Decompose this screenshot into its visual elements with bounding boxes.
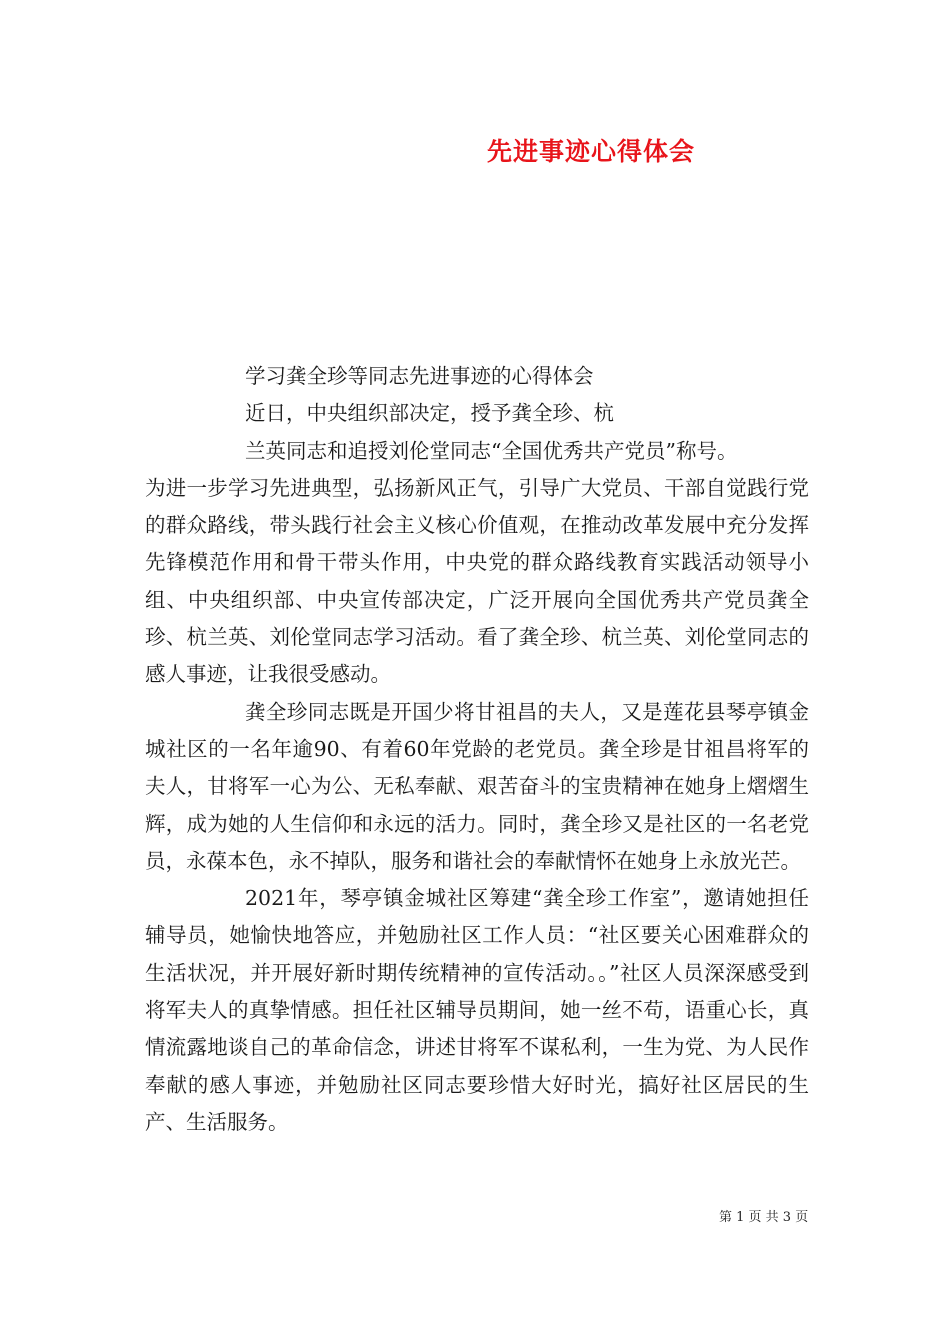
paragraph-3: 2021年，琴亭镇金城社区筹建“龚全珍工作室”，邀请她担任辅导员，她愉快地答应，并勉励社区工作人员：“社区要关心困难群众的生活状况，并开展好新时期传统精神的宣传活动。。”社区人员深深感受到将军夫人的真挚情感。担任社区辅导员期间，她一丝不苟，语重心长，真情流露地谈自己的革命信念，讲述甘将军不谋私利，一生为党、为人民作奉献的感人事迹，并勉励社区同志要珍惜大好时光，搞好社区居民的生产、生活服务。 — [145, 886, 809, 1134]
paragraph-1-lead: 近日，中央组织部决定，授予龚全珍、杭 — [245, 401, 614, 426]
document-title: 先进事迹心得体会 — [487, 137, 696, 166]
paragraph-1 — [145, 395, 809, 693]
paragraph-1-second-line: 兰英同志和追授刘伦堂同志“全国优秀共产党员”称号。 — [245, 438, 738, 463]
paragraph-1-body: 为进一步学习先进典型，弘扬新风正气，引导广大党员、干部自觉践行党的群众路线，带头践行社会主义核心价值观，在推动改革发展中充分发挥先锋模范作用和骨干带头作用，中央党的群众路线教育实践活动领导小组、中央组织部、中央宣传部决定，广泛开展向全国优秀共产党员龚全珍、杭兰英、刘伦堂同志学习活动。看了龚全珍、杭兰英、刘伦堂同志的感人事迹，让我很受感动。 — [145, 475, 809, 687]
page-number: 第 1 页 共 3 页 — [719, 1210, 809, 1225]
document-body — [145, 358, 809, 1141]
document-subtitle: 学习龚全珍等同志先进事迹的心得体会 — [245, 364, 594, 388]
paragraph-2: 龚全珍同志既是开国少将甘祖昌的夫人，又是莲花县琴亭镇金城社区的一名年逾90、有着60年党龄的老党员。龚全珍是甘祖昌将军的夫人，甘将军一心为公、无私奉献、艰苦奋斗的宝贵精神在她身上熠熠生辉，成为她的人生信仰和永远的活力。同时，龚全珍又是社区的一名老党员，永葆本色，永不掉队，服务和谐社会的奉献情怀在她身上永放光芒。 — [145, 699, 809, 873]
